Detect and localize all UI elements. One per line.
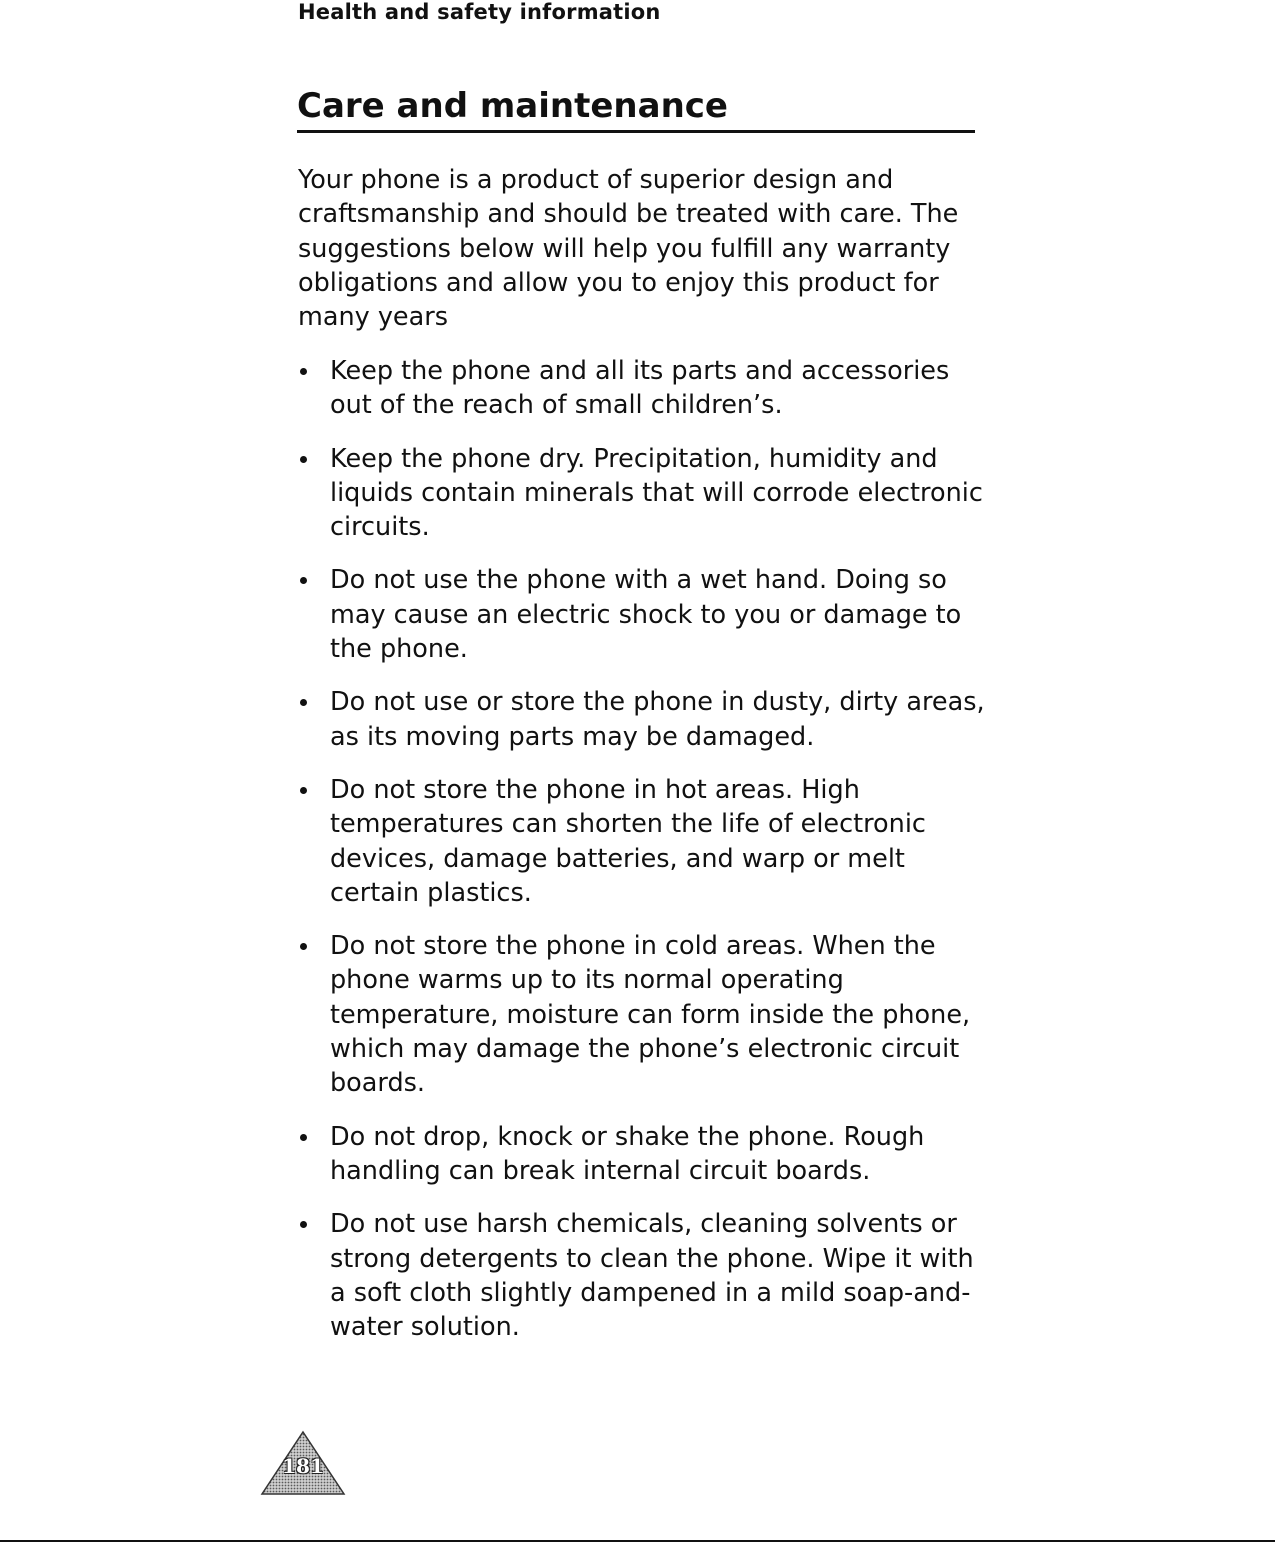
list-item-text: Do not store the phone in hot areas. High temperatures can shorten the life of electronic devices, damage batteries, and warp or melt certain plastics. xyxy=(330,774,926,908)
list-item-text: Keep the phone and all its parts and accessories out of the reach of small children’s. xyxy=(330,356,950,421)
bullet-icon xyxy=(300,577,307,584)
list-item-text: Do not drop, knock or shake the phone. Rough handling can break internal circuit boards. xyxy=(330,1121,925,1186)
list-item xyxy=(298,442,988,545)
bullet-icon xyxy=(300,943,307,950)
list-item xyxy=(298,354,988,423)
list-item xyxy=(298,563,988,666)
list-item-text: Do not store the phone in cold areas. When the phone warms up to its normal operating temperature, moisture can form inside the phone, which may damage the phone’s electronic circuit boards. xyxy=(330,931,971,1099)
bullet-icon xyxy=(300,699,307,706)
list-item xyxy=(298,1120,988,1189)
intro-paragraph: Your phone is a product of superior design and craftsmanship and should be treated with care. The suggestions below will help you fulfill any warranty obligations and allow you to enjoy this product for many years xyxy=(298,165,959,333)
section-title: Care and maintenance xyxy=(297,86,728,126)
running-header: Health and safety information xyxy=(298,0,661,24)
title-divider xyxy=(297,130,975,133)
bullet-icon xyxy=(300,1221,307,1228)
list-item xyxy=(298,1207,988,1344)
page-number: 181 xyxy=(282,1454,324,1478)
bullet-icon xyxy=(300,787,307,794)
list-item xyxy=(298,773,988,910)
bullet-icon xyxy=(300,456,307,463)
list-item xyxy=(298,929,988,1100)
list-item-text: Do not use harsh chemicals, cleaning solvents or strong detergents to clean the phone. Wipe it with a soft cloth slightly dampened in a mild soap-and-water solution. xyxy=(330,1209,974,1343)
bullet-icon xyxy=(300,1134,307,1141)
list-item-text: Do not use the phone with a wet hand. Doing so may cause an electric shock to you or damage to the phone. xyxy=(330,565,962,665)
list-item-text: Do not use or store the phone in dusty, dirty areas, as its moving parts may be damaged. xyxy=(330,687,985,752)
bullet-icon xyxy=(300,368,307,375)
list-item-text: Keep the phone dry. Precipitation, humidity and liquids contain minerals that will corrode electronic circuits. xyxy=(330,443,983,543)
care-bullet-list xyxy=(298,354,988,1363)
bottom-divider xyxy=(0,1540,1275,1542)
list-item xyxy=(298,685,988,754)
